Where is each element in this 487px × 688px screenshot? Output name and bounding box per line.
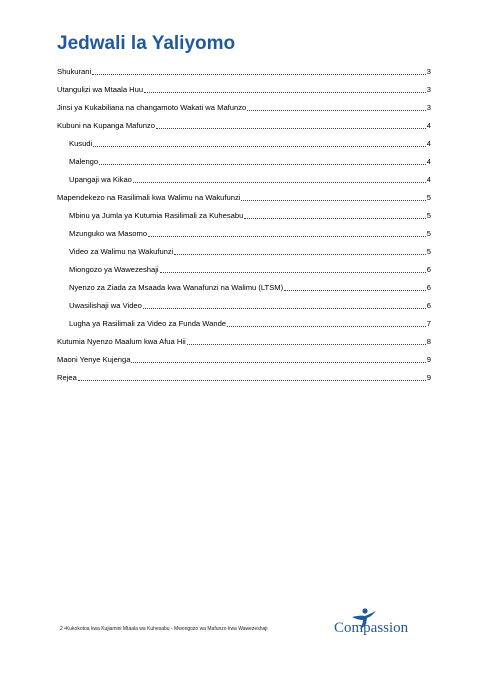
toc-entry-label: Kubuni na Kupanga Mafunzo xyxy=(57,121,155,130)
toc-entry-page-number: 4 xyxy=(426,175,431,184)
toc-entry-label: Mapendekezo na Rasilimali kwa Walimu na Wakufunzi xyxy=(57,193,241,202)
compassion-logo xyxy=(330,608,430,642)
toc-entry-page-number: 5 xyxy=(426,247,431,256)
dot-leader xyxy=(99,164,426,165)
toc-entry-label: Malengo xyxy=(69,157,99,166)
toc-entry-label: Mzunguko wa Masomo xyxy=(69,229,148,238)
toc-entry-page-number: 8 xyxy=(426,337,431,346)
toc-entry[interactable] xyxy=(57,99,431,117)
toc-entry[interactable] xyxy=(57,297,431,315)
dot-leader xyxy=(156,128,426,129)
toc-entry-page-number: 9 xyxy=(426,373,431,382)
toc-entry-label: Jinsi ya Kukabiliana na changamoto Wakati wa Mafunzo xyxy=(57,103,247,112)
toc-entry-page-number: 9 xyxy=(426,355,431,364)
toc-entry-page-number: 7 xyxy=(426,319,431,328)
toc-entry[interactable] xyxy=(57,351,431,369)
toc-entry[interactable] xyxy=(57,207,431,225)
dot-leader xyxy=(144,92,426,93)
dot-leader xyxy=(284,290,426,291)
toc-entry[interactable] xyxy=(57,135,431,153)
toc-entry-page-number: 5 xyxy=(426,193,431,202)
toc-entry-page-number: 4 xyxy=(426,157,431,166)
toc-entry-label: Shukurani xyxy=(57,67,92,76)
table-of-contents xyxy=(57,63,431,387)
toc-entry-label: Miongozo ya Wawezeshaji xyxy=(69,265,159,274)
dot-leader xyxy=(78,380,426,381)
page-footer: 2 •Kukokotoa kwa Kujiamini Mtaala wa Kuhesabu - Mwongozo wa Mafunzo kwa Wawezeshaji xyxy=(60,626,268,632)
toc-entry-page-number: 3 xyxy=(426,67,431,76)
dot-leader xyxy=(143,308,426,309)
toc-entry-page-number: 5 xyxy=(426,229,431,238)
toc-entry-page-number: 4 xyxy=(426,121,431,130)
logo-wordmark: Compassion xyxy=(334,620,409,636)
toc-entry-page-number: 6 xyxy=(426,265,431,274)
dot-leader xyxy=(187,344,426,345)
dot-leader xyxy=(227,326,426,327)
toc-entry-page-number: 5 xyxy=(426,211,431,220)
toc-entry-label: Kusudi xyxy=(69,139,93,148)
dot-leader xyxy=(131,362,425,363)
toc-entry[interactable] xyxy=(57,117,431,135)
toc-entry-label: Nyenzo za Ziada za Msaada kwa Wanafunzi na Walimu (LTSM) xyxy=(69,283,284,292)
toc-entry[interactable] xyxy=(57,369,431,387)
page-title: Jedwali la Yaliyomo xyxy=(57,33,236,54)
toc-entry-page-number: 6 xyxy=(426,283,431,292)
dot-leader xyxy=(174,254,425,255)
toc-entry[interactable] xyxy=(57,315,431,333)
toc-entry[interactable] xyxy=(57,189,431,207)
toc-entry-label: Rejea xyxy=(57,373,77,382)
toc-entry-label: Uwasilishaji wa Video xyxy=(69,301,142,310)
toc-entry[interactable] xyxy=(57,63,431,81)
toc-entry[interactable] xyxy=(57,333,431,351)
toc-entry[interactable] xyxy=(57,225,431,243)
dot-leader xyxy=(244,218,425,219)
toc-entry-label: Video za Walimu na Wakufunzi xyxy=(69,247,174,256)
toc-entry[interactable] xyxy=(57,243,431,261)
dot-leader xyxy=(92,74,426,75)
dot-leader xyxy=(241,200,425,201)
toc-entry[interactable] xyxy=(57,261,431,279)
toc-entry-label: Utangulizi wa Mtaala Huu xyxy=(57,85,144,94)
toc-entry-page-number: 4 xyxy=(426,139,431,148)
dot-leader xyxy=(160,272,426,273)
toc-entry-page-number: 3 xyxy=(426,103,431,112)
toc-entry-label: Lugha ya Rasilimali za Video za Funda Wande xyxy=(69,319,227,328)
toc-entry-label: Kutumia Nyenzo Maalum kwa Afua Hii xyxy=(57,337,186,346)
toc-entry[interactable] xyxy=(57,81,431,99)
toc-entry[interactable] xyxy=(57,279,431,297)
toc-entry-page-number: 6 xyxy=(426,301,431,310)
dot-leader xyxy=(247,110,426,111)
toc-entry[interactable] xyxy=(57,171,431,189)
toc-entry-label: Mbinu ya Jumla ya Kutumia Rasilimali za Kuhesabu xyxy=(69,211,244,220)
toc-entry-page-number: 3 xyxy=(426,85,431,94)
toc-entry[interactable] xyxy=(57,153,431,171)
dot-leader xyxy=(93,146,426,147)
dot-leader xyxy=(133,182,426,183)
toc-entry-label: Maoni Yenye Kujenga xyxy=(57,355,131,364)
toc-entry-label: Upangaji wa Kikao xyxy=(69,175,132,184)
dot-leader xyxy=(148,236,426,237)
